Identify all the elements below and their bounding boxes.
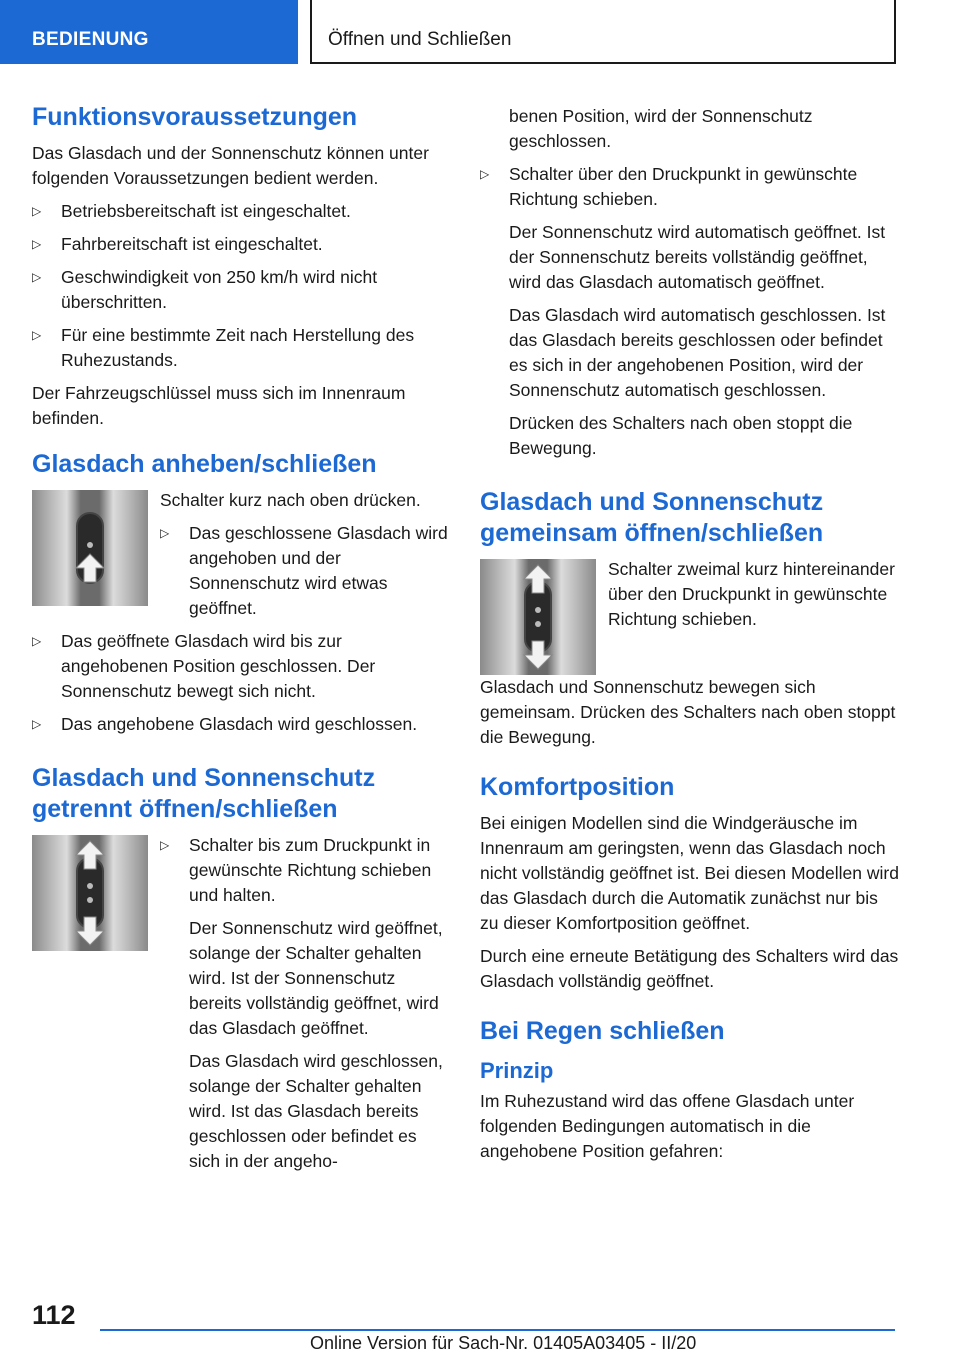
paragraph: Der Sonnenschutz wird automatisch geöffnet. Ist der Sonnenschutz bereits vollständig geöffnet, wird das Glasdach automatisch geöffnet. bbox=[509, 222, 886, 292]
roof-switch-image bbox=[32, 490, 148, 606]
list-item: ▷ Das geschlossene Glasdach wird angehoben und der Sonnenschutz wird etwas geöffnet. bbox=[160, 523, 448, 618]
paragraph: Glasdach und Sonnenschutz bewegen sich gemeinsam. Drücken des Schalters nach oben stoppt die Bewegung. bbox=[480, 677, 896, 747]
list-item: ▷ Das geöffnete Glasdach wird bis zur angehobenen Position geschlossen. Der Sonnenschutz bewegt sich nicht. bbox=[32, 631, 376, 701]
heading-glasdach-anheben: Glasdach anheben/schließen bbox=[32, 450, 377, 478]
roof-switch-image bbox=[32, 835, 148, 951]
online-version-note: Online Version für Sach-Nr. 01405A03405 - II/20 bbox=[310, 1333, 697, 1353]
chapter-label: Öffnen und Schließen bbox=[328, 29, 512, 50]
paragraph: Im Ruhezustand wird das offene Glasdach unter folgenden Bedingungen automatisch in die angehobene Position gefahren: bbox=[480, 1091, 855, 1161]
arrow-up-down-icon bbox=[32, 835, 148, 951]
heading-komfortposition: Komfortposition bbox=[480, 773, 675, 801]
page-number: 112 bbox=[32, 1300, 76, 1330]
list-item: ▷ Für eine bestimmte Zeit nach Herstellung des Ruhezustands. bbox=[32, 325, 415, 370]
list-item: ▷ Betriebsbereitschaft ist eingeschaltet. bbox=[32, 199, 452, 224]
triangle-bullet-icon: ▷ bbox=[32, 237, 42, 251]
paragraph: Der Fahrzeugschlüssel muss sich im Innenraum befinden. bbox=[32, 383, 406, 428]
list-item: ▷ Geschwindigkeit von 250 km/h wird nicht überschritten. bbox=[32, 267, 378, 312]
paragraph: Durch eine erneute Betätigung des Schalters wird das Glasdach vollständig geöffnet. bbox=[480, 946, 899, 991]
paragraph: Das Glasdach wird geschlossen, solange der Schalter gehalten wird. Ist das Glasdach bereits geschlossen oder befindet es sich in der angeho- bbox=[189, 1051, 443, 1171]
triangle-bullet-icon: ▷ bbox=[32, 204, 42, 218]
left-column bbox=[32, 100, 452, 1182]
triangle-bullet-icon: ▷ bbox=[32, 717, 42, 731]
list-item: ▷ Schalter über den Druckpunkt in gewünschte Richtung schieben. bbox=[480, 164, 858, 209]
heading-funktionsvoraussetzungen: Funktionsvoraussetzungen bbox=[32, 103, 358, 131]
paragraph: Drücken des Schalters nach oben stoppt die Bewegung. bbox=[509, 413, 853, 458]
triangle-bullet-icon: ▷ bbox=[32, 634, 42, 648]
triangle-bullet-icon: ▷ bbox=[480, 167, 490, 181]
heading-bei-regen: Bei Regen schließen bbox=[480, 1017, 725, 1045]
arrow-up-icon bbox=[32, 490, 148, 606]
list-item: ▷ Fahrbereitschaft ist eingeschaltet. bbox=[32, 232, 452, 257]
list-item: ▷ Das angehobene Glasdach wird geschlossen. bbox=[32, 712, 452, 737]
paragraph: Bei einigen Modellen sind die Windgeräusche im Innenraum am geringsten, wenn das Glasdach noch nicht vollständig geöffnet ist. Bei diesen Modellen wird das Glasdach durch die Automatik zunächst nur bis zu dieser Komfortposition geöffnet. bbox=[480, 813, 899, 933]
subheading-prinzip: Prinzip bbox=[480, 1058, 554, 1083]
paragraph: Schalter zweimal kurz hintereinander über den Druckpunkt in gewünschte Richtung schieben. bbox=[608, 559, 895, 629]
list-item: ▷ Schalter bis zum Druckpunkt in gewünschte Richtung schieben und halten. bbox=[160, 835, 432, 905]
triangle-bullet-icon: ▷ bbox=[160, 526, 170, 540]
section-label: BEDIENUNG bbox=[32, 29, 149, 50]
heading-getrennt: Glasdach und Sonnenschutz getrennt öffnen/schließen bbox=[32, 764, 376, 823]
conditions-list bbox=[32, 199, 452, 373]
arrow-up-down-icon bbox=[480, 559, 596, 675]
triangle-bullet-icon: ▷ bbox=[32, 270, 42, 284]
paragraph: Das Glasdach und der Sonnenschutz können unter folgenden Voraussetzungen bedient werden. bbox=[32, 143, 429, 188]
chapter-tab bbox=[310, 0, 896, 64]
roof-switch-image bbox=[480, 559, 596, 675]
figure-getrennt bbox=[32, 833, 452, 1182]
paragraph: Schalter kurz nach oben drücken. bbox=[160, 490, 421, 510]
paragraph: benen Position, wird der Sonnenschutz geschlossen. bbox=[509, 106, 813, 151]
paragraph: Das Glasdach wird automatisch geschlossen. Ist das Glasdach bereits geschlossen oder befindet es sich in der angehobenen Position, wird der Sonnenschutz automatisch geschlossen. bbox=[509, 305, 886, 400]
heading-gemeinsam: Glasdach und Sonnenschutz gemeinsam öffnen/schließen bbox=[480, 488, 824, 547]
paragraph: Der Sonnenschutz wird geöffnet, solange der Schalter gehalten wird. Ist der Sonnenschutz bereits vollständig geöffnet, wird das Glasdach geöffnet. bbox=[189, 918, 443, 1038]
triangle-bullet-icon: ▷ bbox=[160, 838, 170, 852]
triangle-bullet-icon: ▷ bbox=[32, 328, 42, 342]
section-tab bbox=[0, 0, 298, 64]
right-column bbox=[480, 100, 900, 1172]
figure-gemeinsam bbox=[480, 557, 900, 675]
figure-anheben bbox=[32, 488, 452, 629]
footer-rule bbox=[100, 1329, 895, 1331]
